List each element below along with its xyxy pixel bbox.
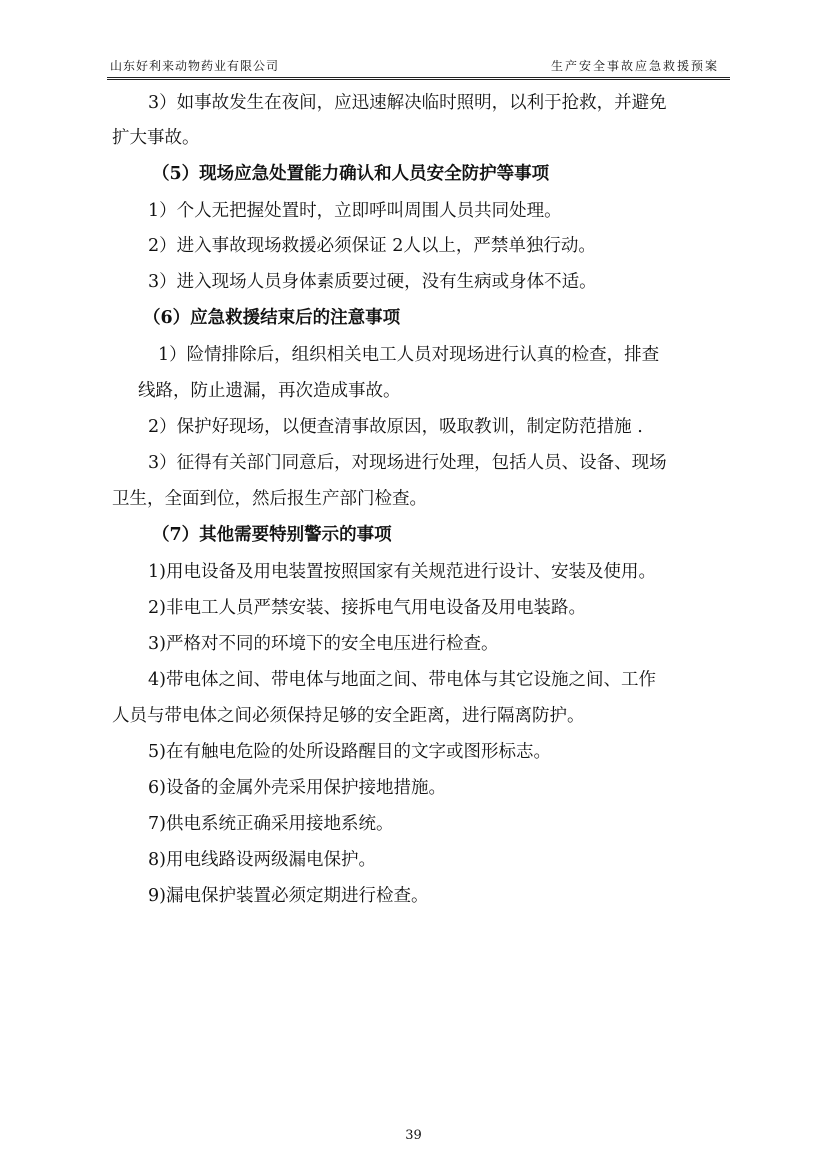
paragraph-line: 扩大事故。 bbox=[112, 128, 200, 148]
paragraph-line: 3）如事故发生在夜间，应迅速解决临时照明，以利于抢救，并避免 bbox=[148, 93, 667, 113]
list-item: 7)供电系统正确采用接地系统。 bbox=[148, 814, 394, 834]
list-item: 9)漏电保护装置必须定期进行检查。 bbox=[148, 886, 429, 906]
list-item: 6)设备的金属外壳采用保护接地措施。 bbox=[148, 778, 446, 798]
paragraph-line: 1）险情排除后，组织相关电工人员对现场进行认真的检查，排查 bbox=[158, 345, 660, 365]
section-heading-5: （5）现场应急处置能力确认和人员安全防护等事项 bbox=[152, 164, 550, 184]
paragraph-line: 2）保护好现场，以便查清事故原因，吸取教训，制定防范措施 . bbox=[148, 417, 643, 437]
list-item: 1)用电设备及用电装置按照国家有关规范进行设计、安装及使用。 bbox=[148, 562, 656, 582]
page-number: 39 bbox=[405, 1128, 422, 1143]
paragraph-line: 1）个人无把握处置时，立即呼叫周围人员共同处理。 bbox=[148, 201, 562, 221]
list-item: 2)非电工人员严禁安装、接拆电气用电设备及用电装路。 bbox=[148, 598, 586, 618]
list-item: 人员与带电体之间必须保持足够的安全距离，进行隔离防护。 bbox=[112, 706, 585, 726]
paragraph-line: 2）进入事故现场救援必须保证 2人以上，严禁单独行动。 bbox=[148, 236, 596, 256]
list-item: 4)带电体之间、带电体与地面之间、带电体与其它设施之间、工作 bbox=[148, 670, 656, 690]
list-item: 5)在有触电危险的处所设路醒目的文字或图形标志。 bbox=[148, 742, 551, 762]
paragraph-line: 线路，防止遗漏，再次造成事故。 bbox=[138, 381, 401, 401]
paragraph-line: 3）征得有关部门同意后，对现场进行处理，包括人员、设备、现场 bbox=[148, 453, 667, 473]
paragraph-line: 卫生，全面到位，然后报生产部门检查。 bbox=[112, 489, 427, 509]
header-rule bbox=[107, 77, 730, 80]
header-doc-title: 生产安全事故应急救援预案 bbox=[550, 59, 719, 73]
section-heading-6: （6）应急救援结束后的注意事项 bbox=[143, 308, 401, 328]
list-item: 8)用电线路设两级漏电保护。 bbox=[148, 850, 376, 870]
list-item: 3)严格对不同的环境下的安全电压进行检查。 bbox=[148, 634, 499, 654]
header-company: 山东好利来动物药业有限公司 bbox=[110, 59, 280, 73]
section-heading-7: （7）其他需要特别警示的事项 bbox=[152, 525, 392, 545]
paragraph-line: 3）进入现场人员身体素质要过硬，没有生病或身体不适。 bbox=[148, 272, 597, 292]
page-header bbox=[107, 57, 727, 77]
